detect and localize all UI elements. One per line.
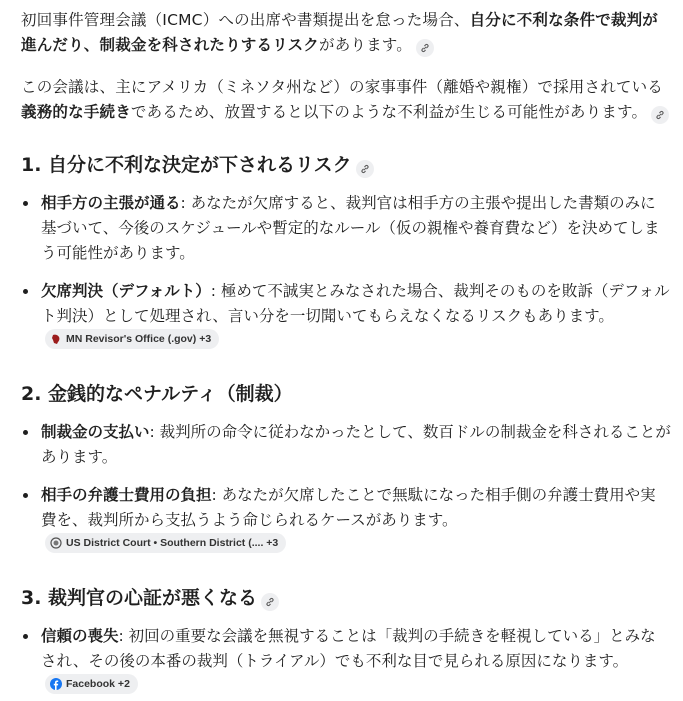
- source-chip[interactable]: [45, 533, 286, 553]
- intro2-bold: 義務的な手続き: [21, 103, 131, 121]
- bullet-list: [21, 624, 671, 699]
- item-bold: 信頼の喪失: [41, 627, 119, 645]
- item-text: : あなたが欠席すると、裁判官は相手方の主張や提出した書類のみに基づいて、今後のスケジュールや暫定的なルール（仮の親権や養育費など）を決めてしまう可能性があります。: [41, 194, 660, 262]
- bullet-list: [21, 191, 671, 354]
- list-item: [41, 191, 671, 266]
- source-chip[interactable]: [45, 329, 219, 349]
- item-text: : 裁判所の命令に従わなかったとして、数百ドルの制裁金を科されることがあります。: [41, 423, 671, 466]
- section-heading: [21, 151, 671, 179]
- intro-paragraph-1: [21, 8, 671, 58]
- court-seal-icon: [50, 537, 62, 549]
- list-item: [41, 420, 671, 470]
- source-label: MN Revisor's Office (.gov) +3: [66, 333, 212, 345]
- link-icon[interactable]: [651, 106, 669, 124]
- section-heading: [21, 584, 671, 612]
- item-bold: 制裁金の支払い: [41, 423, 150, 441]
- intro-text-end: があります。: [319, 36, 412, 54]
- link-icon[interactable]: [261, 593, 279, 611]
- mn-seal-icon: [50, 333, 62, 345]
- item-text: : あなたが欠席したことで無駄になった相手側の弁護士費用や実費を、裁判所から支払うよう命じられるケースがあります。: [41, 486, 656, 529]
- item-bold: 相手の弁護士費用の負担: [41, 486, 212, 504]
- section-title: 2. 金銭的なペナルティ（制裁）: [21, 383, 293, 405]
- intro2-text: この会議は、主にアメリカ（ミネソタ州など）の家事事件（離婚や親権）で採用されている: [21, 78, 663, 96]
- link-icon[interactable]: [416, 39, 434, 57]
- intro2-text-end: であるため、放置すると以下のような不利益が生じる可能性があります。: [130, 103, 648, 121]
- section-heading: [21, 380, 671, 408]
- facebook-icon: [50, 678, 62, 690]
- item-bold: 欠席判決（デフォルト）: [41, 282, 211, 300]
- intro-bold: 自分に不利な条件で裁判が進んだり、制裁金を科されたりするリスク: [21, 11, 658, 54]
- list-item: [41, 483, 671, 558]
- item-text: : 初回の重要な会議を無視することは「裁判の手続きを軽視している」とみなされ、その後の本番の裁判（トライアル）でも不利な目で見られる原因になります。: [41, 627, 656, 670]
- link-icon[interactable]: [356, 160, 374, 178]
- intro-paragraph-2: [21, 75, 671, 125]
- section-title: 1. 自分に不利な決定が下されるリスク: [21, 154, 352, 176]
- item-text: : 極めて不誠実とみなされた場合、裁判そのものを敗訴（デフォルト判決）として処理され、言い分を一切聞いてもらえなくなるリスクもあります。: [41, 282, 670, 325]
- intro-text: 初回事件管理会議（ICMC）への出席や書類提出を怠った場合、: [21, 11, 470, 29]
- source-chip[interactable]: [45, 674, 138, 694]
- source-label: US District Court • Southern District (.... +3: [66, 537, 279, 549]
- list-item: [41, 279, 671, 354]
- section-title: 3. 裁判官の心証が悪くなる: [21, 587, 258, 609]
- item-bold: 相手方の主張が通る: [41, 194, 181, 212]
- bullet-list: [21, 420, 671, 558]
- source-label: Facebook +2: [66, 678, 130, 690]
- list-item: [41, 624, 671, 699]
